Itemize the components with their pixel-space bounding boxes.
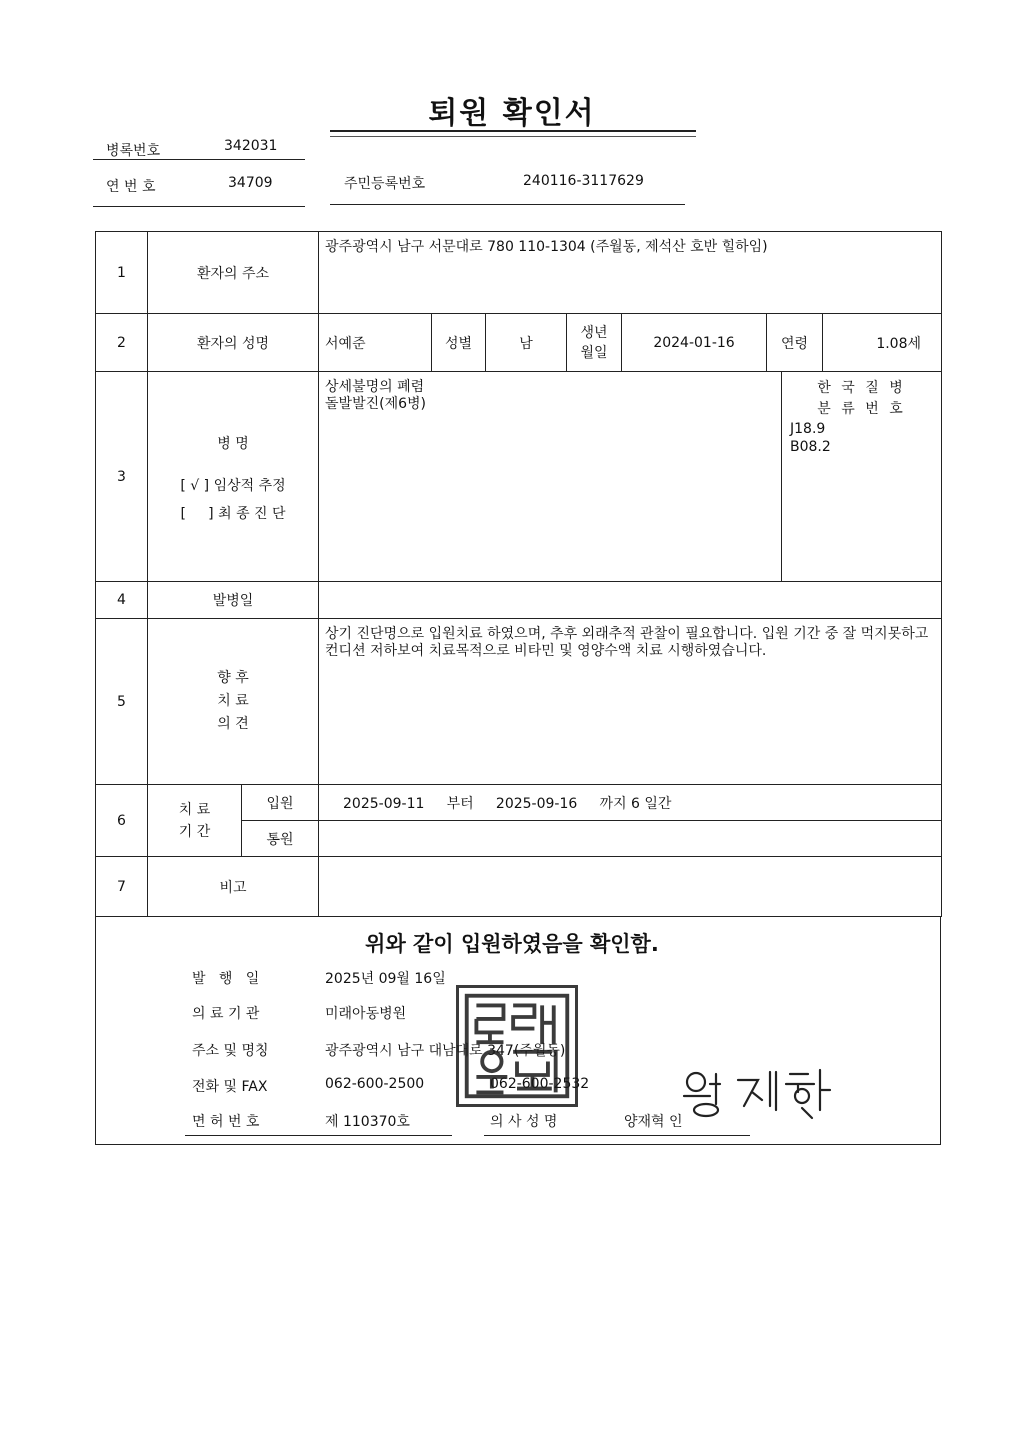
title-underline: [330, 130, 696, 132]
patient-dob: 2024-01-16: [622, 314, 767, 372]
issue-date: 2025년 09월 16일: [325, 971, 446, 987]
row-number: 1: [96, 232, 148, 314]
institution-label: 의 료 기 관: [192, 1006, 260, 1022]
row-treatment-period: [96, 785, 942, 821]
chart-number: 342031: [224, 138, 278, 154]
doctor-label: 의 사 성 명: [490, 1114, 558, 1130]
kcd-label-line2: 분 류 번 호: [817, 401, 906, 417]
row-address: [96, 232, 942, 314]
serial-number-line: [93, 206, 305, 207]
serial-number: 34709: [228, 175, 273, 191]
address-label: 환자의 주소: [148, 232, 319, 314]
onset-label: 발병일: [148, 582, 319, 619]
patient-sex: 남: [486, 314, 567, 372]
address-value: 광주광역시 남구 서문대로 780 110-1304 (주월동, 제석산 호반 힐하임): [319, 232, 942, 314]
period-label-line1: 치 료: [178, 801, 211, 818]
confirmation-statement: 위와 같이 입원하였음을 확인함.: [365, 932, 659, 956]
diagnosis-line-1: 상세불명의 폐렴: [325, 379, 425, 395]
institution-name: 미래아동병원: [325, 1006, 407, 1022]
resident-number: 240116-3117629: [523, 173, 644, 189]
fax-number: 062-600-2532: [490, 1076, 590, 1092]
age-label: 연령: [767, 314, 823, 372]
patient-name: 서예준: [319, 314, 432, 372]
kcd-code-1: J18.9: [790, 421, 826, 437]
opinion-label: [148, 619, 319, 785]
seal-graphic: [459, 988, 575, 1104]
period-label: [148, 785, 242, 857]
serial-number-label: 연 번 호: [106, 179, 156, 195]
inpatient-period: 2025-09-11 부터 2025-09-16 까지 6 일간: [319, 785, 942, 821]
resident-number-label: 주민등록번호: [344, 176, 426, 192]
opinion-label-line3: 의 견: [217, 716, 249, 732]
outpatient-period: [319, 821, 942, 857]
name-label: 환자의 성명: [148, 314, 319, 372]
opinion-label-line2: 치 료: [217, 693, 249, 709]
kcd-cell: [782, 372, 942, 582]
license-line: [185, 1135, 452, 1136]
row-number: 6: [96, 785, 148, 857]
kcd-label-line1: 한 국 질 병: [817, 380, 906, 396]
license-label: 면 허 번 호: [192, 1114, 260, 1130]
resident-number-line: [330, 204, 685, 205]
remarks-value: [319, 857, 942, 917]
row-number: 7: [96, 857, 148, 917]
dob-label-line2: 월일: [580, 344, 608, 361]
row-patient: [96, 314, 942, 372]
opinion-value: 상기 진단명으로 입원치료 하였으며, 추후 외래추적 관찰이 필요합니다. 입원 기간 중 잘 먹지못하고 컨디션 저하보여 치료목적으로 비타민 및 영양수액 치료 시행하였습니다.: [319, 619, 942, 785]
license-number: 제 110370호: [325, 1114, 410, 1130]
chart-number-label: 병록번호: [106, 143, 161, 159]
issue-date-label: 발 행 일: [192, 971, 260, 987]
title-underline-thin: [330, 136, 696, 137]
kcd-code-2: B08.2: [790, 439, 831, 455]
doctor-signature: [676, 1062, 836, 1126]
diagnosis-label-cell: [148, 372, 319, 582]
remarks-label: 비고: [148, 857, 319, 917]
official-seal: [456, 985, 578, 1107]
row-number: 5: [96, 619, 148, 785]
address-label: 주소 및 명칭: [192, 1043, 269, 1059]
inpatient-label: 입원: [242, 785, 319, 821]
clinical-estimate-checkbox: [ √ ] 임상적 추정: [180, 477, 286, 494]
diagnosis-value: [319, 372, 782, 582]
row-onset: [96, 582, 942, 619]
institution-address: 광주광역시 남구 대남대로 347(주월동): [325, 1043, 566, 1059]
document-title: 퇴원 확인서: [428, 96, 596, 131]
row-remarks: [96, 857, 942, 917]
row-number: 3: [96, 372, 148, 582]
patient-age: 1.08세: [823, 314, 942, 372]
phone-number: 062-600-2500: [325, 1076, 425, 1092]
discharge-form-table: [95, 231, 942, 917]
onset-value: [319, 582, 942, 619]
period-label-line2: 기 간: [178, 823, 211, 840]
row-diagnosis: [96, 372, 942, 582]
dob-label-line1: 생년: [580, 324, 608, 341]
diagnosis-line-2: 돌발발진(제6병): [325, 396, 426, 412]
phone-fax-label: 전화 및 FAX: [192, 1079, 268, 1095]
row-treatment-opinion: [96, 619, 942, 785]
opinion-label-line1: 향 후: [217, 670, 249, 686]
row-number: 4: [96, 582, 148, 619]
outpatient-label: 통원: [242, 821, 319, 857]
diagnosis-label: 병 명: [217, 435, 249, 452]
doctor-line: [484, 1135, 750, 1136]
chart-number-line: [93, 159, 305, 160]
row-number: 2: [96, 314, 148, 372]
dob-label: [567, 314, 622, 372]
sex-label: 성별: [432, 314, 486, 372]
doctor-name: 양재혁 인: [624, 1114, 683, 1130]
final-diagnosis-checkbox: [ ] 최 종 진 단: [180, 505, 286, 522]
